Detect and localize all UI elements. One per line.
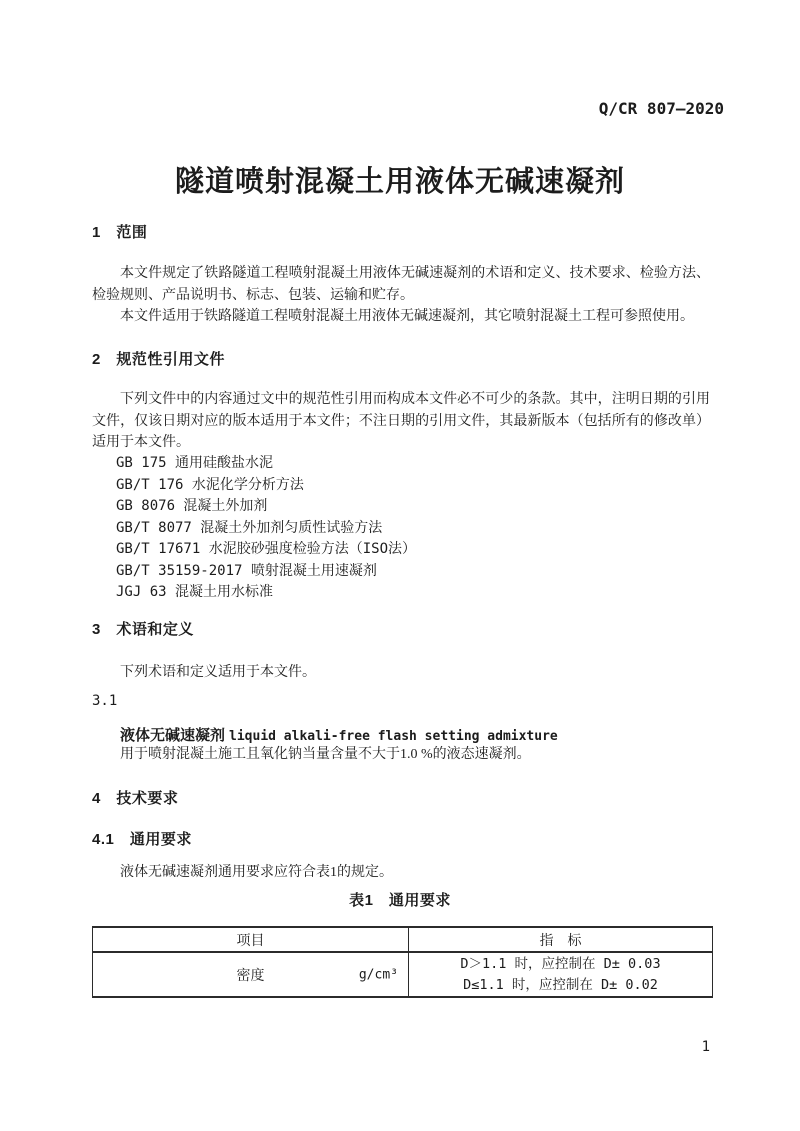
clause-number-3-1: 3.1 (92, 693, 118, 709)
section-4-heading: 4 技术要求 (92, 790, 179, 807)
section-3-heading: 3 术语和定义 (92, 621, 194, 638)
term-english: liquid alkali-free flash setting admixture (229, 729, 558, 744)
reference-item: GB 175 通用硅酸盐水泥 (116, 455, 274, 471)
spec-line: D≤1.1 时，应控制在 D± 0.02 (463, 976, 658, 993)
item-name: 密度 (236, 968, 265, 984)
reference-item: GB 8076 混凝土外加剂 (116, 498, 268, 514)
term-chinese: 液体无碱速凝剂 (120, 727, 226, 744)
item-cell (93, 952, 409, 997)
reference-list (116, 453, 710, 604)
general-requirements-table (92, 926, 713, 998)
section-2-heading: 2 规范性引用文件 (92, 351, 225, 368)
term-definition-text: 用于喷射混凝土施工且氧化钠当量含量不大于1.0 %的液态速凝剂。 (120, 747, 531, 762)
table-row (93, 952, 713, 997)
spec-line: D＞1.1 时，应控制在 D± 0.03 (460, 955, 661, 972)
reference-item: GB/T 176 水泥化学分析方法 (116, 476, 304, 493)
section-1-paragraph-1: 本文件规定了铁路隧道工程喷射混凝土用液体无碱速凝剂的术语和定义、技术要求、检验方法、检验规则、产品说明书、标志、包装、运输和贮存。 (92, 266, 710, 303)
section-1-heading: 1 范围 (92, 224, 148, 241)
section-2-intro-paragraph: 下列文件中的内容通过文中的规范性引用而构成本文件必不可少的条款。其中，注明日期的引用文件，仅该日期对应的版本适用于本文件；不注日期的引用文件，其最新版本（包括所有的修改单）适用于本文件。 (92, 392, 710, 450)
page-number: 1 (701, 1039, 710, 1055)
reference-item: GB/T 35159-2017 喷射混凝土用速凝剂 (116, 562, 377, 579)
column-header-spec: 指 标 (409, 927, 713, 952)
section-1-paragraph-2: 本文件适用于铁路隧道工程喷射混凝土用液体无碱速凝剂，其它喷射混凝土工程可参照使用。 (120, 309, 694, 324)
section-4-1-paragraph: 液体无碱速凝剂通用要求应符合表1的规定。 (120, 865, 393, 880)
column-header-item: 项目 (93, 927, 409, 952)
doc-number: Q/CR 807—2020 (598, 99, 724, 118)
table-header-row (93, 927, 713, 952)
reference-item: GB/T 8077 混凝土外加剂匀质性试验方法 (116, 519, 383, 536)
table-1 (92, 926, 713, 998)
section-4-1-heading: 4.1 通用要求 (92, 831, 192, 848)
spec-cell (409, 952, 713, 997)
section-3-intro-paragraph: 下列术语和定义适用于本文件。 (120, 665, 316, 680)
page-title: 隧道喷射混凝土用液体无碱速凝剂 (174, 166, 625, 198)
reference-item: JGJ 63 混凝土用水标准 (116, 584, 274, 600)
table-1-caption: 表1 通用要求 (349, 892, 451, 909)
item-unit: g/cm³ (358, 967, 398, 982)
reference-item: GB/T 17671 水泥胶砂强度检验方法（ISO法） (116, 541, 417, 557)
